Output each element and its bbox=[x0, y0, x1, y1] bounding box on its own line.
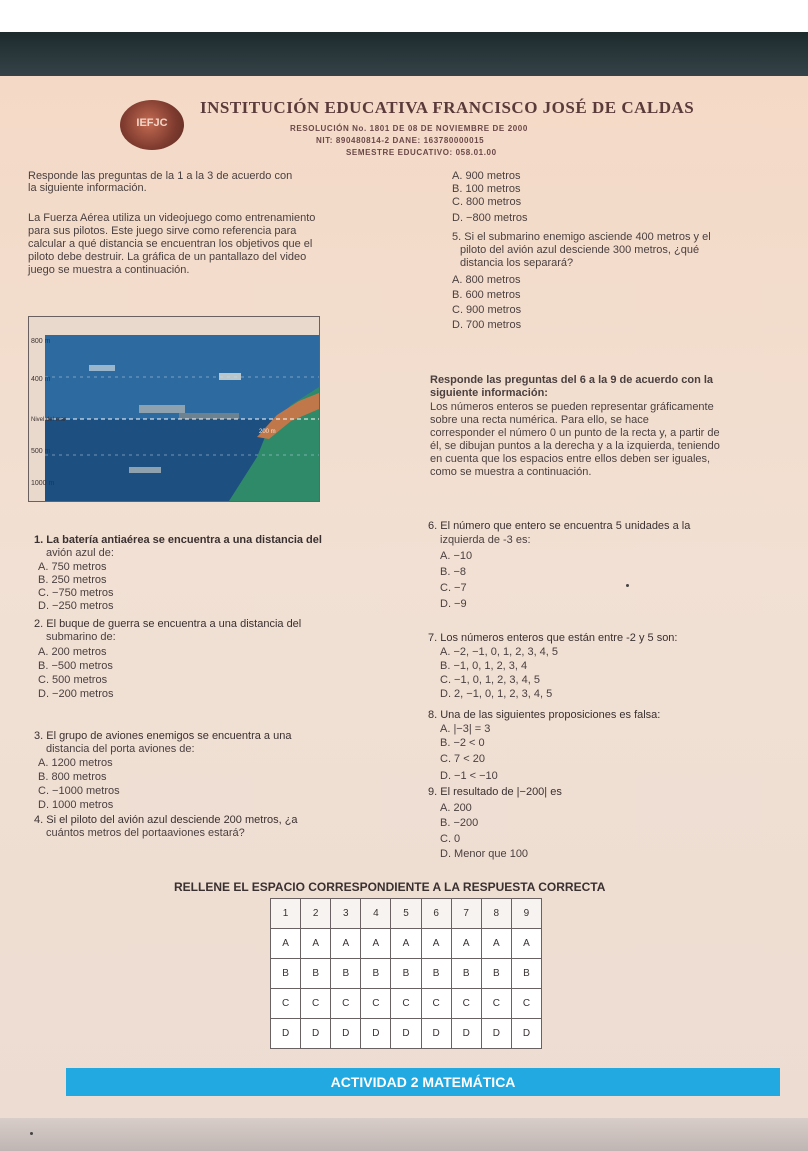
q3-option: D. 1000 metros bbox=[38, 799, 114, 811]
q7-text: 7. Los números enteros que están entre -2 y 5 son: bbox=[428, 632, 678, 644]
intro-line: para sus pilotos. Este juego sirve como referencia para bbox=[28, 225, 297, 237]
q7-option: B. −1, 0, 1, 2, 3, 4 bbox=[440, 660, 528, 672]
intro-line: calcular a qué distancia se encuentran los objetivos que el bbox=[28, 238, 313, 250]
answer-bubble[interactable]: D bbox=[391, 1019, 421, 1049]
q1-option: D. −250 metros bbox=[38, 600, 114, 612]
q3-option: C. −1000 metros bbox=[38, 785, 120, 797]
answer-sheet-title: RELLENE EL ESPACIO CORRESPONDIENTE A LA RESPUESTA CORRECTA bbox=[174, 880, 606, 894]
answer-bubble[interactable]: B bbox=[331, 959, 361, 989]
videogame-figure bbox=[28, 316, 320, 502]
question-number-cell: 9 bbox=[511, 899, 541, 929]
question-number-cell: 5 bbox=[391, 899, 421, 929]
answer-grid-header-row bbox=[271, 899, 542, 929]
semester-line: SEMESTRE EDUCATIVO: 058.01.00 bbox=[346, 148, 497, 157]
top-blank-area bbox=[0, 0, 808, 32]
resolution-line: RESOLUCIÓN No. 1801 DE 08 DE NOVIEMBRE DE 2000 bbox=[290, 124, 528, 133]
q5-text: piloto del avión azul desciende 300 metros, ¿qué bbox=[460, 244, 700, 256]
figure-label: Nivel del mar bbox=[31, 417, 67, 423]
q7-option: D. 2, −1, 0, 1, 2, 3, 4, 5 bbox=[440, 688, 553, 700]
q4-option: B. 100 metros bbox=[452, 183, 521, 195]
q2-text: 2. El buque de guerra se encuentra a una distancia del bbox=[34, 618, 302, 630]
q3-option: A. 1200 metros bbox=[38, 757, 113, 769]
answer-bubble[interactable]: D bbox=[301, 1019, 331, 1049]
q2-option: C. 500 metros bbox=[38, 674, 108, 686]
question-number-cell: 3 bbox=[331, 899, 361, 929]
q6-option: A. −10 bbox=[440, 550, 473, 562]
institution-name: INSTITUCIÓN EDUCATIVA FRANCISCO JOSÉ DE CALDAS bbox=[200, 98, 695, 117]
q8-option: D. −1 < −10 bbox=[440, 770, 498, 782]
logo-text: IEFJC bbox=[136, 117, 168, 129]
q2-option: B. −500 metros bbox=[38, 660, 113, 672]
nit-line: NIT: 890480814-2 DANE: 163780000015 bbox=[316, 136, 485, 145]
q5-option: D. 700 metros bbox=[452, 319, 522, 331]
q4-text: 4. Si el piloto del avión azul desciende 200 metros, ¿a bbox=[34, 814, 298, 826]
answer-bubble[interactable]: A bbox=[271, 929, 301, 959]
answer-bubble[interactable]: D bbox=[271, 1019, 301, 1049]
q3-text: 3. El grupo de aviones enemigos se encuentra a una bbox=[34, 730, 292, 742]
q1-option: C. −750 metros bbox=[38, 587, 114, 599]
intro-line: la siguiente información. bbox=[28, 182, 147, 194]
answer-bubble[interactable]: A bbox=[451, 929, 481, 959]
answer-bubble[interactable]: C bbox=[271, 989, 301, 1019]
answer-bubble[interactable]: A bbox=[391, 929, 421, 959]
bottom-strip bbox=[0, 1118, 808, 1151]
answer-bubble[interactable]: C bbox=[301, 989, 331, 1019]
answer-bubble[interactable]: B bbox=[391, 959, 421, 989]
dark-band bbox=[0, 32, 808, 76]
figure-label: 400 m bbox=[31, 376, 51, 383]
q8-option: C. 7 < 20 bbox=[440, 753, 485, 765]
answer-bubble[interactable]: C bbox=[421, 989, 451, 1019]
answer-bubble[interactable]: A bbox=[511, 929, 541, 959]
intro-line: juego se muestra a continuación. bbox=[28, 264, 190, 276]
answer-grid-row bbox=[271, 959, 542, 989]
answer-bubble[interactable]: B bbox=[481, 959, 511, 989]
activity-banner: ACTIVIDAD 2 MATEMÁTICA bbox=[66, 1068, 780, 1096]
answer-bubble[interactable]: D bbox=[361, 1019, 391, 1049]
answer-bubble[interactable]: A bbox=[481, 929, 511, 959]
q8-option: A. |−3| = 3 bbox=[440, 723, 491, 735]
info2-line: en cuenta que los espacios entre ellos deben ser iguales, bbox=[430, 453, 711, 465]
question-number-cell: 6 bbox=[421, 899, 451, 929]
q9-option: A. 200 bbox=[440, 802, 472, 814]
answer-bubble[interactable]: C bbox=[481, 989, 511, 1019]
intro-line: Responde las preguntas de la 1 a la 3 de acuerdo con bbox=[28, 170, 293, 182]
answer-bubble[interactable]: A bbox=[301, 929, 331, 959]
info2-line: Los números enteros se pueden representar gráficamente bbox=[430, 401, 714, 413]
info2-line: siguiente información: bbox=[430, 387, 548, 399]
answer-bubble[interactable]: C bbox=[451, 989, 481, 1019]
q5-option: A. 800 metros bbox=[452, 274, 521, 286]
answer-bubble[interactable]: C bbox=[331, 989, 361, 1019]
q6-text: izquierda de -3 es: bbox=[440, 534, 531, 546]
info2-line: como se muestra a continuación. bbox=[430, 466, 592, 478]
answer-grid-row bbox=[271, 989, 542, 1019]
question-number-cell: 2 bbox=[301, 899, 331, 929]
q9-option: D. Menor que 100 bbox=[440, 848, 529, 860]
q9-option: B. −200 bbox=[440, 817, 479, 829]
question-number-cell: 8 bbox=[481, 899, 511, 929]
q5-option: C. 900 metros bbox=[452, 304, 522, 316]
q1-text: 1. La batería antiaérea se encuentra a una distancia del bbox=[34, 534, 322, 546]
q7-option: C. −1, 0, 1, 2, 3, 4, 5 bbox=[440, 674, 540, 686]
info2-line: sobre una recta numérica. Para ello, se hace bbox=[430, 414, 649, 426]
q5-option: B. 600 metros bbox=[452, 289, 521, 301]
figure-label: 500 m bbox=[31, 448, 51, 455]
q1-option: B. 250 metros bbox=[38, 574, 107, 586]
q3-text: distancia del porta aviones de: bbox=[46, 743, 195, 755]
answer-bubble[interactable]: B bbox=[301, 959, 331, 989]
question-number-cell: 7 bbox=[451, 899, 481, 929]
answer-bubble[interactable]: B bbox=[421, 959, 451, 989]
q2-text: submarino de: bbox=[46, 631, 116, 643]
answer-grid-row bbox=[271, 929, 542, 959]
answer-bubble[interactable]: B bbox=[271, 959, 301, 989]
answer-bubble[interactable]: D bbox=[451, 1019, 481, 1049]
q8-text: 8. Una de las siguientes proposiciones es falsa: bbox=[428, 709, 661, 721]
q6-option: B. −8 bbox=[440, 566, 466, 578]
info2-line: Responde las preguntas del 6 a la 9 de acuerdo con la bbox=[430, 374, 714, 386]
answer-bubble[interactable]: B bbox=[361, 959, 391, 989]
q8-option: B. −2 < 0 bbox=[440, 737, 485, 749]
answer-bubble[interactable]: B bbox=[451, 959, 481, 989]
q5-text: distancia los separará? bbox=[460, 257, 574, 269]
intro-line: La Fuerza Aérea utiliza un videojuego como entrenamiento bbox=[28, 212, 316, 224]
q6-text: 6. El número que entero se encuentra 5 unidades a la bbox=[428, 520, 691, 532]
answer-bubble[interactable]: A bbox=[331, 929, 361, 959]
q6-option: C. −7 bbox=[440, 582, 467, 594]
answer-bubble[interactable]: A bbox=[361, 929, 391, 959]
info2-line: él, se dibujan puntos a la derecha y a la izquierda, teniendo bbox=[430, 440, 720, 452]
q2-option: D. −200 metros bbox=[38, 688, 114, 700]
pen-mark bbox=[30, 1132, 33, 1135]
figure-label: 200 m bbox=[259, 429, 276, 435]
info2-line: corresponder el número 0 un punto de la recta y, a partir de bbox=[430, 427, 720, 439]
answer-bubble[interactable]: D bbox=[481, 1019, 511, 1049]
q9-text: 9. El resultado de |−200| es bbox=[428, 786, 562, 798]
answer-bubble[interactable]: D bbox=[421, 1019, 451, 1049]
answer-grid-row bbox=[271, 1019, 542, 1049]
q7-option: A. −2, −1, 0, 1, 2, 3, 4, 5 bbox=[440, 646, 559, 658]
answer-bubble[interactable]: B bbox=[511, 959, 541, 989]
intro-line: piloto debe destruir. La gráfica de un pantallazo del video bbox=[28, 251, 307, 263]
q1-option: A. 750 metros bbox=[38, 561, 107, 573]
answer-bubble[interactable]: A bbox=[421, 929, 451, 959]
figure-label: 1000 m bbox=[31, 480, 55, 487]
answer-bubble[interactable]: C bbox=[361, 989, 391, 1019]
q2-option: A. 200 metros bbox=[38, 646, 107, 658]
q5-text: 5. Si el submarino enemigo asciende 400 metros y el bbox=[452, 231, 711, 243]
q4-option: A. 900 metros bbox=[452, 170, 521, 182]
figure-label: 800 m bbox=[31, 338, 51, 345]
answer-bubble[interactable]: D bbox=[511, 1019, 541, 1049]
q9-option: C. 0 bbox=[440, 833, 461, 845]
answer-bubble[interactable]: D bbox=[331, 1019, 361, 1049]
q3-option: B. 800 metros bbox=[38, 771, 107, 783]
q4-option: C. 800 metros bbox=[452, 196, 522, 208]
q4-text: cuántos metros del portaaviones estará? bbox=[46, 827, 245, 839]
q4-option: D. −800 metros bbox=[452, 212, 528, 224]
school-logo bbox=[120, 100, 184, 150]
answer-bubble[interactable]: C bbox=[511, 989, 541, 1019]
question-number-cell: 4 bbox=[361, 899, 391, 929]
q6-option: D. −9 bbox=[440, 598, 467, 610]
question-number-cell: 1 bbox=[271, 899, 301, 929]
answer-bubble[interactable]: C bbox=[391, 989, 421, 1019]
pen-mark bbox=[626, 584, 629, 587]
q1-text: avión azul de: bbox=[46, 547, 114, 559]
answer-grid bbox=[270, 898, 542, 1049]
